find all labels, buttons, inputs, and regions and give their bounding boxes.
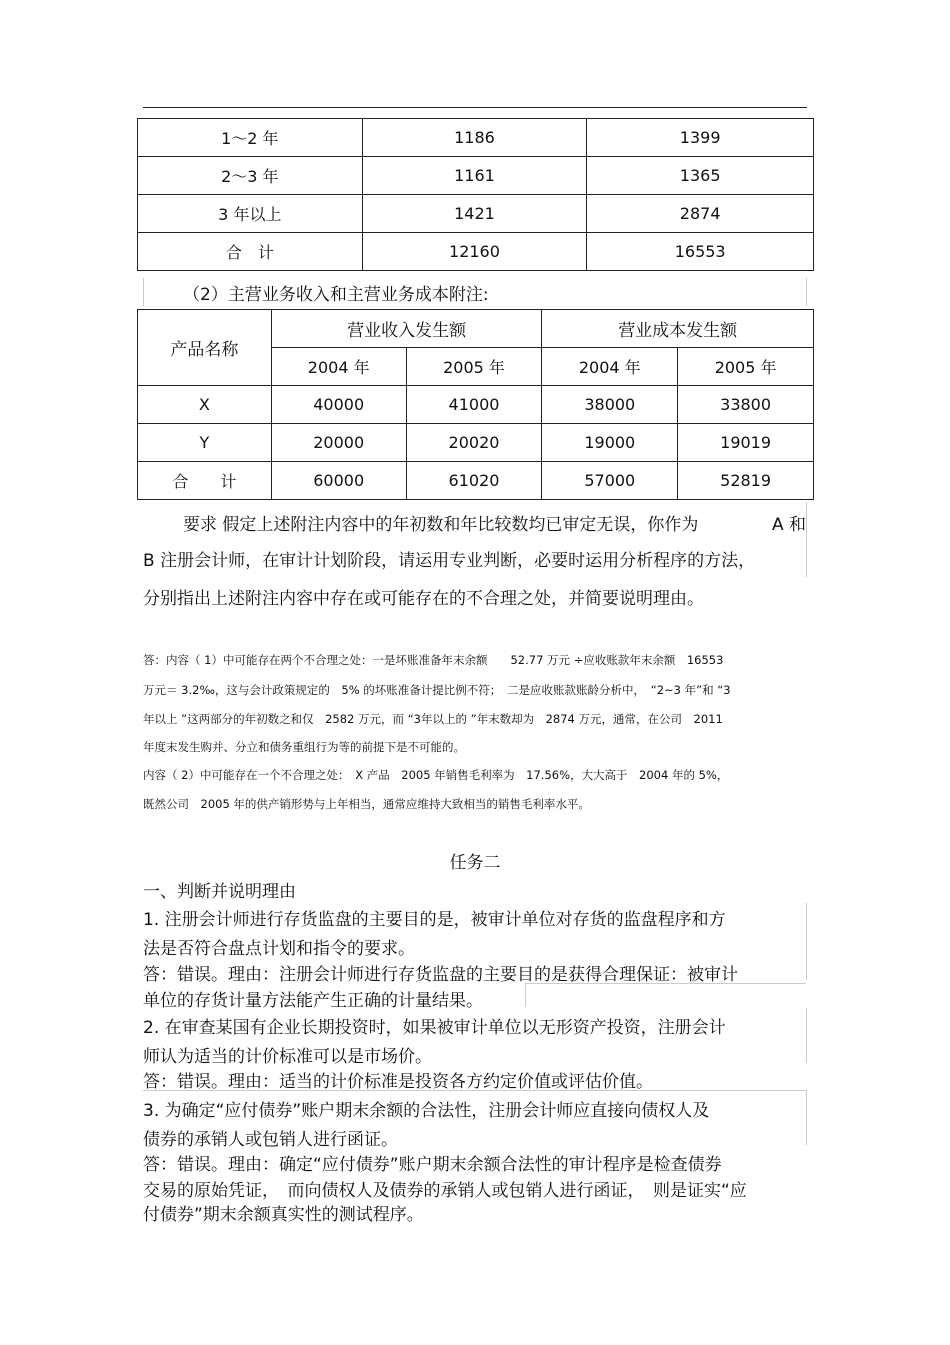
year-header: 2005 年: [678, 348, 814, 386]
table-cell: 2874: [587, 195, 814, 233]
scan-border: [806, 958, 807, 980]
requirement-line-1: 要求 假定上述附注内容中的年初数和年比较数均已审定无误，你作为: [183, 515, 699, 535]
year-header: 2005 年: [406, 348, 542, 386]
table-row: [138, 233, 814, 271]
scan-border: [806, 1008, 807, 1063]
task-title: 任务二: [449, 853, 501, 873]
table-row: [138, 119, 814, 157]
answer-line: 单位的存货计量方法能产生正确的计量结果。: [143, 991, 483, 1011]
table-row: [138, 195, 814, 233]
scan-border: [806, 278, 807, 306]
table-cell: 1365: [587, 157, 814, 195]
table-cell: 1399: [587, 119, 814, 157]
table-cell: 20020: [406, 424, 542, 462]
answer-line: 交易的原始凭证， 而向债权人及债券的承销人或包销人进行函证， 则是证实“应: [143, 1181, 747, 1201]
aging-table: [137, 118, 814, 271]
table-cell: 19000: [542, 424, 678, 462]
cost-header: 营业成本发生额: [542, 310, 814, 348]
section-title: 一、判断并说明理由: [143, 882, 296, 902]
scan-border: [143, 278, 144, 306]
table-cell: 1～2 年: [138, 119, 363, 157]
scan-border: [806, 502, 807, 577]
table-cell: 1186: [362, 119, 587, 157]
table-cell: 20000: [271, 424, 406, 462]
requirement-line-3: 分别指出上述附注内容中存在或可能存在的不合理之处，并简要说明理由。: [143, 589, 704, 609]
requirement-line-2: B 注册会计师，在审计计划阶段，请运用专业判断，必要时运用分析程序的方法，: [143, 551, 756, 571]
scan-border: [143, 1090, 806, 1091]
scan-border: [525, 983, 806, 984]
table-row: [138, 157, 814, 195]
product-header: 产品名称: [138, 310, 272, 386]
header-rule: [143, 107, 807, 108]
requirement-line-1-end: A 和: [772, 515, 807, 535]
answer-line: 万元＝ 3.2‰，这与会计政策规定的 5% 的坏账准备计提比例不符； 二是应收账款账龄分析中， “2~3 年”和 “3: [143, 683, 731, 697]
table-cell: 合 计: [138, 462, 272, 500]
table-row: [138, 386, 814, 424]
item-line: 3. 为确定“应付债券”账户期末余额的合法性，注册会计师应直接向债权人及: [143, 1101, 710, 1121]
table-cell: 2～3 年: [138, 157, 363, 195]
table-row: [138, 462, 814, 500]
item-line: 法是否符合盘点计划和指令的要求。: [143, 939, 415, 959]
answer-line: 答：错误。理由：确定“应付债券”账户期末余额合法性的审计程序是检查债券: [143, 1155, 722, 1175]
table-cell: 40000: [271, 386, 406, 424]
answer-line: 内容（ 2）中可能存在一个不合理之处： X 产品 2005 年销售毛利率为 17.56%，大大高于 2004 年的 5%，: [143, 768, 729, 782]
table-cell: 33800: [678, 386, 814, 424]
table-cell: 52819: [678, 462, 814, 500]
answer-line: 答：错误。理由：适当的计价标准是投资各方约定价值或评估价值。: [143, 1072, 653, 1092]
table-cell: 19019: [678, 424, 814, 462]
answer-line: 既然公司 2005 年的供产销形势与上年相当，通常应维持大致相当的销售毛利率水平。: [143, 797, 590, 811]
table-header-row: [138, 310, 814, 348]
scan-border: [525, 983, 526, 1007]
item-line: 2. 在审查某国有企业长期投资时，如果被审计单位以无形资产投资，注册会计: [143, 1018, 726, 1038]
note2-title: （2）主营业务收入和主营业务成本附注:: [183, 285, 489, 305]
table-cell: 1161: [362, 157, 587, 195]
table-cell: Y: [138, 424, 272, 462]
table-cell: 16553: [587, 233, 814, 271]
table-row: [138, 424, 814, 462]
revenue-header: 营业收入发生额: [271, 310, 542, 348]
year-header: 2004 年: [271, 348, 406, 386]
table-cell: 38000: [542, 386, 678, 424]
item-line: 师认为适当的计价标准可以是市场价。: [143, 1047, 432, 1067]
table-cell: 41000: [406, 386, 542, 424]
table-cell: 61020: [406, 462, 542, 500]
table-cell: 60000: [271, 462, 406, 500]
table-cell: 12160: [362, 233, 587, 271]
table-cell: X: [138, 386, 272, 424]
item-line: 债券的承销人或包销人进行函证。: [143, 1130, 398, 1150]
table-cell: 合 计: [138, 233, 363, 271]
item-line: 1. 注册会计师进行存货监盘的主要目的是，被审计单位对存货的监盘程序和方: [143, 910, 726, 930]
answer-line: 答：错误。理由：注册会计师进行存货监盘的主要目的是获得合理保证：被审计: [143, 965, 738, 985]
scan-border: [806, 1090, 807, 1145]
answer-line: 年度末发生购并、分立和债务重组行为等的前提下是不可能的。: [143, 740, 465, 754]
answer-line: 年以上 ”这两部分的年初数之和仅 2582 万元，而 “3年以上的 ”年末数却为 2874 万元，通常，在公司 2011: [143, 712, 723, 726]
answer-line: 答：内容（ 1）中可能存在两个不合理之处：一是坏账准备年末余额 52.77 万元 ÷应收账款年末余额 16553: [143, 653, 724, 667]
revenue-cost-table: [137, 309, 814, 500]
answer-line: 付债券”期末余额真实性的测试程序。: [143, 1205, 424, 1225]
scan-border: [806, 903, 807, 958]
year-header: 2004 年: [542, 348, 678, 386]
table-cell: 1421: [362, 195, 587, 233]
table-cell: 57000: [542, 462, 678, 500]
table-cell: 3 年以上: [138, 195, 363, 233]
